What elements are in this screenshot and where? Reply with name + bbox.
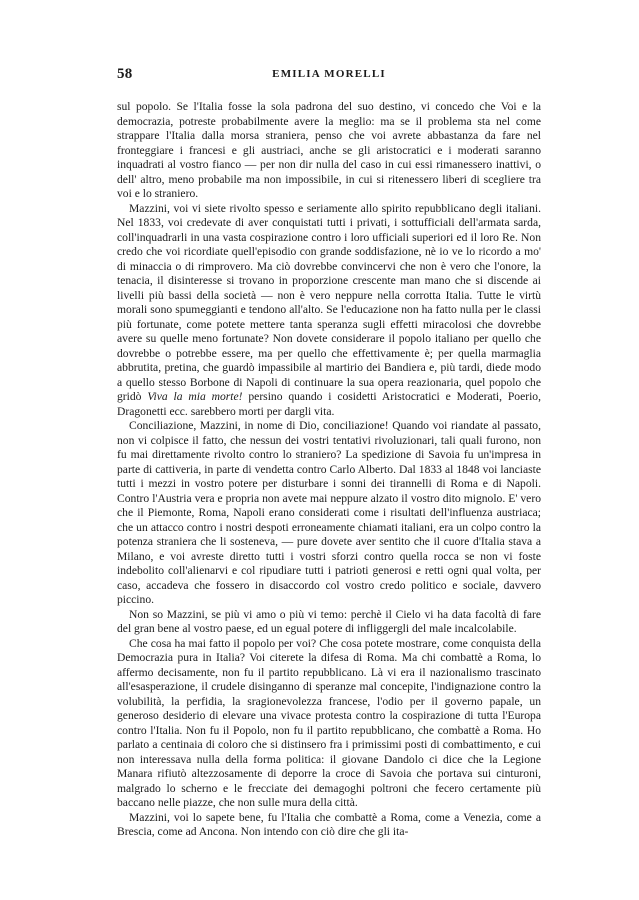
page-header	[117, 66, 541, 88]
paragraph-text: Mazzini, voi vi siete rivolto spesso e seriamente allo spirito repubblicano degli italiani. Nel 1833, voi credevate di aver conquistati tutti i privati, i sottufficiali dell'armata sarda, coll'inquadrarli in una vasta cospirazione contro i loro ufficiali superiori ed il loro Re. Non credo che voi ricordiate quell'episodio con grande soddisfazione, nè io ve lo ricordo a mo' di minaccia o di rimprovero. Ma ciò dovrebbe convincervi che non è vero che l'onore, la tenacia, il disinteresse si trovano in proporzione crescente man mano che si discende ai livelli più bassi della società — non è vero neppure nella corrotta Italia. Tutte le virtù morali sono spumeggianti e tendono all'alto. Se l'educazione non ha fatto nulla per le classi più fortunate, come potete mettere tanta speranza sugli effetti miracolosi che dovrebbe avere su quelle meno fortunate? Non dovete considerare il popolo italiano per quello che dovrebbe o potrebbe essere, ma per quello che effettivamente è; per quella marmaglia abbrutita, pretina, che guardò impassibile al martirio dei Bandiera e, più tardi, diede modo a quello stesso Borbone di Napoli di continuare la sua opera reazionaria, quel popolo che gridò	[117, 201, 541, 403]
paragraph: Non so Mazzini, se più vi amo o più vi temo: perchè il Cielo vi ha data facoltà di fare del gran bene al vostro paese, ed un egual potere di infliggergli del male incalcolabile.	[117, 607, 541, 635]
paragraph-text: persino quando i cosidetti Aristocratici e Moderati, Poerio, Dragonetti ecc. sarebbero morti per dargli vita.	[117, 390, 541, 418]
paragraph: Che cosa ha mai fatto il popolo per voi? Che cosa potete mostrare, come conquista della Democrazia pura in Italia? Voi citerete la difesa di Roma. Ma chi combattè a Roma, lo affermo decisamente, non fu il partito repubblicano. Là vi era il nazionalismo trascinato all'esasperazione, il crudele disinganno di speranze mal concepite, l'indignazione contro la volubilità, la perfidia, la sragionevolezza francese, l'odio per il governo papale, un generoso desiderio di elevare una vivace protesta contro la cospirazione di tutta l'Europa contro l'Italia. Non fu il Popolo, non fu il partito repubblicano, che combattè a Roma. Ho parlato a centinaia di coloro che si distinsero fra i primissimi posti di combattimento, e cui non interessava nulla della forma politica: il giovane Dandolo ci dice che la Legione Manara rifiutò altezzosamente di deporre la croce di Savoia che portava sui cinturoni, malgrado lo scherno e le frecciate dei demagoghi poltroni che fecero certamente più baccano nelle piazze, che non sulle mura della città.	[117, 636, 541, 809]
paragraph	[117, 202, 541, 420]
paragraph: Conciliazione, Mazzini, in nome di Dio, conciliazione! Quando voi riandate al passato, non vi colpisce il fatto, che nessun dei vostri tentativi rivoluzionari, tali quali furono, non fu mai direttamente rivolto contro lo straniero? La spedizione di Savoia fu un'impresa in parte di cattiveria, in parte di vendetta contro Carlo Alberto. Dal 1833 al 1848 voi lanciaste tutti i mezzi in vostro potere per disturbare i sonni dei tirannelli di Roma e di Napoli. Contro l'Austria vera e propria non avete mai neppure alzato il vostro dito mignolo. E' vero che il Piemonte, Roma, Napoli erano considerati come i risultati dell'influenza austriaca; che un attacco contro i nostri despoti erroneamente chiamati italiani, era un colpo contro la potenza straniera che li sosteneva, — pure dovete aver sentito che il cuore d'Italia stava a Milano, e voi avreste diretto tutti i vostri sforzi contro quella rocca se non vi foste indebolito coll'alienarvi e col ripudiare tutti i patrioti generosi e retti ogni qual volta, per caso, accadeva che fossero in disaccordo col vostro credo politico e sociale, davvero piccino.	[117, 419, 541, 606]
paragraph: Mazzini, voi lo sapete bene, fu l'Italia che combattè a Roma, come a Venezia, come a Brescia, come ad Ancona. Non intendo con ciò dire che gli ita-	[117, 810, 541, 838]
paragraph: sul popolo. Se l'Italia fosse la sola padrona del suo destino, vi concedo che Voi e la democrazia, potreste probabilmente avere la meglio: ma se il problema sta nel come strappare l'Italia dalla morsa straniera, penso che voi avrete abbastanza da fare nel fronteggiare i francesi e gli austriaci, anche se gli aristocratici e i moderati saranno inquadrati al vostro fianco — per non dir nulla del caso in cui essi rimanessero inattivi, o dell' altro, meno probabile ma non impossibile, in cui si ritenessero liberi di scegliere tra voi e lo straniero.	[117, 100, 541, 200]
body-text	[117, 100, 541, 840]
page-number: 58	[117, 66, 133, 82]
italic-quote: Viva la mia morte!	[147, 390, 243, 403]
running-head: EMILIA MORELLI	[272, 68, 386, 80]
